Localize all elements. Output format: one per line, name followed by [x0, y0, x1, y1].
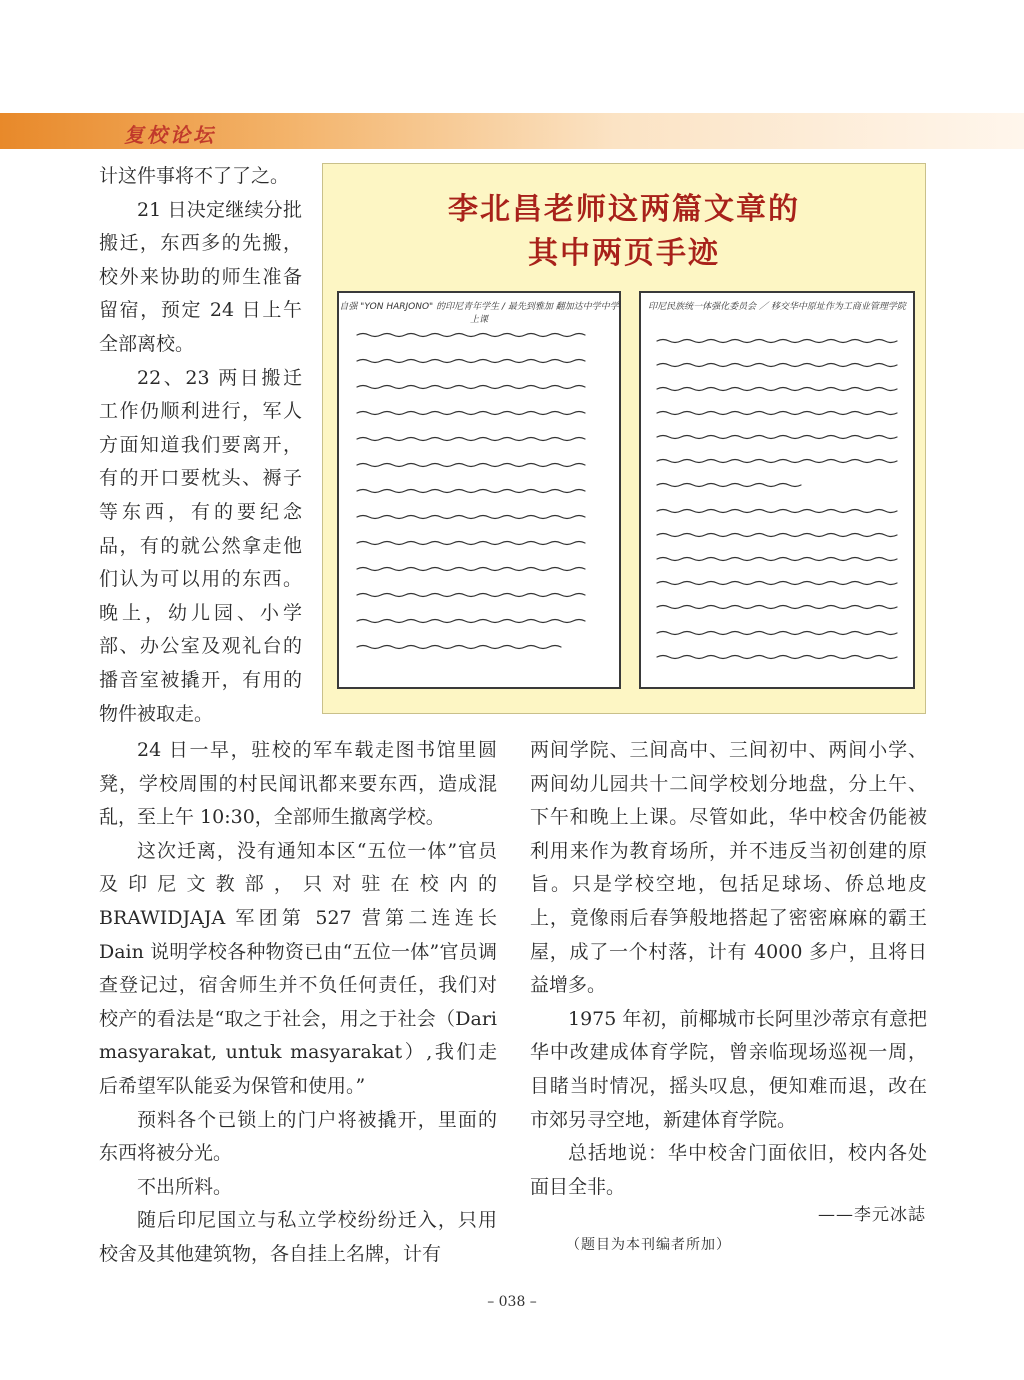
paragraph: 这次迁离，没有通知本区“五位一体”官员及印尼文教部，只对驻在校内的 BRAWIDJAJA 军团第 527 营第二连连长 Dain 说明学校各种物资已由“五位一体”官员调查登记过，宿舍师生并不负任何责任，我们对校产的看法是“取之于社会，用之于社会（Dari masyarakat, untuk masyarakat）,我们走后希望军队能妥为保管和使用。”	[99, 839, 497, 1097]
manuscript-heading: 印尼民族统一体强化委员会 ／ 移交华中原址作为工商业管理学院	[648, 302, 906, 312]
page-number: – 038 –	[487, 1294, 537, 1310]
handwriting-lines-1	[339, 293, 619, 687]
handwriting-figure	[322, 163, 926, 714]
paragraph: 两间学院、三间高中、三间初中、两间小学、两间幼儿园共十二间学校划分地盘，分上午、下午和晚上上课。尽管如此，华中校舍仍能被利用来作为教育场所，并不违反当初创建的原旨。只是学校空地，包括足球场、侨总地皮上，竟像雨后春笋般地搭起了密密麻麻的霸王屋，成了一个村落，计有 4000 多户，且将日益增多。	[530, 739, 927, 997]
section-title: 复校论坛	[124, 123, 216, 147]
section-banner	[0, 113, 1024, 149]
right-column	[530, 734, 927, 1204]
paragraph: 1975 年初，前椰城市长阿里沙蒂京有意把华中改建成体育学院，曾亲临现场巡视一周，目睹当时情况，摇头叹息，便知难而退，改在市郊另寻空地，新建体育学院。	[530, 1007, 927, 1131]
figure-title	[323, 188, 925, 276]
manuscript-page-1	[337, 291, 621, 689]
paragraph: 总括地说：华中校舍门面依旧，校内各处面目全非。	[530, 1142, 927, 1198]
author-signature: ——李元冰誌	[818, 1205, 926, 1225]
manuscript-page-2	[639, 291, 915, 689]
paragraph: 预料各个已锁上的门户将被撬开，里面的东西将被分光。	[99, 1108, 497, 1165]
paragraph: 随后印尼国立与私立学校纷纷迁入，只用校舍及其他建筑物，各自挂上名牌，计有	[99, 1209, 497, 1265]
paragraph: 22、23 两日搬迁工作仍顺利进行，军人方面知道我们要离开，有的开口要枕头、褥子等东西，有的要纪念品，有的就公然拿走他们认为可以用的东西。晚上，幼儿园、小学部、办公室及观礼台的播音室被撬开，有用的物件被取走。	[99, 366, 302, 725]
figure-title-line-1: 李北昌老师这两篇文章的	[448, 192, 800, 227]
paragraph: 24 日一早，驻校的军车载走图书馆里圆凳，学校周围的村民闻讯都来要东西，造成混乱，至上午 10:30，全部师生撤离学校。	[99, 739, 497, 829]
editor-note: （题目为本刊编者所加）	[566, 1237, 731, 1253]
left-wide-column	[99, 734, 497, 1272]
manuscript-heading: 自强 "YON HARJONO" 的印尼青年学生 / 最先到雅加 翻加达中学中学上课	[339, 302, 619, 325]
paragraph: 不出所料。	[137, 1175, 233, 1198]
left-narrow-column	[99, 160, 302, 731]
paragraph: 计这件事将不了了之。	[99, 165, 290, 187]
figure-title-line-2: 其中两页手迹	[528, 236, 720, 271]
handwriting-lines-2	[641, 293, 913, 687]
paragraph: 21 日决定继续分批搬迁，东西多的先搬，校外来协助的师生准备留宿，预定 24 日上午全部离校。	[99, 198, 302, 355]
